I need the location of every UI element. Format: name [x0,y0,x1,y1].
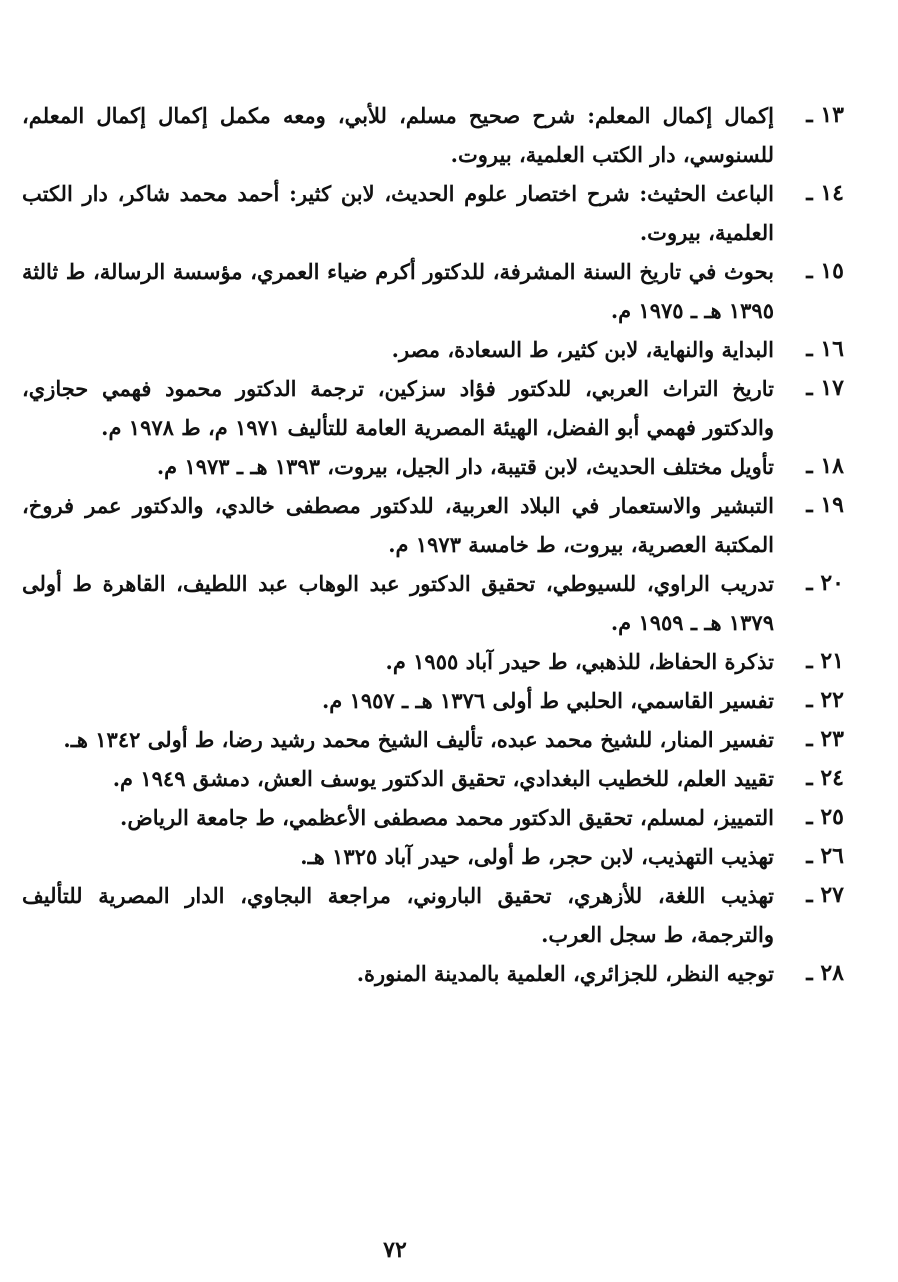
entry-number: ١٧ ـ [806,375,844,401]
bibliography-list [22,96,844,993]
bibliography-entry [22,837,844,876]
entry-number: ٢٦ ـ [806,843,844,869]
entry-number: ٢١ ـ [806,648,844,674]
entry-text: تدريب الراوي، للسيوطي، تحقيق الدكتور عبد الوهاب عبد اللطيف، القاهرة ط أولى ١٣٧٩ هـ ـ ١٩٥٩ م. [22,571,774,635]
bibliography-entry [22,681,844,720]
entry-number: ١٥ ـ [806,258,844,284]
entry-text: التبشير والاستعمار في البلاد العربية، للدكتور مصطفى خالدي، والدكتور عمر فروخ، المكتبة العصرية، بيروت، ط خامسة ١٩٧٣ م. [22,493,774,557]
bibliography-entry [22,759,844,798]
entry-text: البداية والنهاية، لابن كثير، ط السعادة، مصر. [391,337,774,362]
bibliography-entry [22,96,844,174]
entry-number: ٢٠ ـ [806,570,844,596]
entry-text: بحوث في تاريخ السنة المشرفة، للدكتور أكرم ضياء العمري، مؤسسة الرسالة، ط ثالثة ١٣٩٥ هـ ـ ١٩٧٥ م. [22,259,774,323]
entry-number: ٢٥ ـ [806,804,844,830]
entry-text: تأويل مختلف الحديث، لابن قتيبة، دار الجيل، بيروت، ١٣٩٣ هـ ـ ١٩٧٣ م. [156,454,774,479]
entry-number: ١٤ ـ [806,180,844,206]
bibliography-entry [22,642,844,681]
page-number: ٧٢ [383,1237,407,1263]
entry-number: ٢٢ ـ [806,687,844,713]
entry-text: تهذيب اللغة، للأزهري، تحقيق الباروني، مراجعة البجاوي، الدار المصرية للتأليف والترجمة، ط سجل العرب. [22,883,774,947]
entry-number: ٢٧ ـ [806,882,844,908]
entry-text: تقييد العلم، للخطيب البغدادي، تحقيق الدكتور يوسف العش، دمشق ١٩٤٩ م. [112,766,774,791]
bibliography-entry [22,447,844,486]
entry-text: الباعث الحثيث: شرح اختصار علوم الحديث، لابن كثير: أحمد محمد شاكر، دار الكتب العلمية، بيروت. [22,181,774,245]
bibliography-entry [22,174,844,252]
entry-number: ٢٨ ـ [806,960,844,986]
bibliography-entry [22,369,844,447]
bibliography-entry [22,798,844,837]
bibliography-entry [22,720,844,759]
entry-number: ١٨ ـ [806,453,844,479]
entry-number: ١٩ ـ [806,492,844,518]
bibliography-entry [22,876,844,954]
entry-text: تهذيب التهذيب، لابن حجر، ط أولى، حيدر آباد ١٣٢٥ هـ. [300,844,774,869]
entry-number: ٢٣ ـ [806,726,844,752]
bibliography-entry [22,252,844,330]
entry-text: تاريخ التراث العربي، للدكتور فؤاد سزكين، ترجمة الدكتور محمود فهمي حجازي، والدكتور فهمي أبو الفضل، الهيئة المصرية العامة للتأليف ١٩٧١ م، ط ١٩٧٨ م. [22,376,774,440]
entry-text: توجيه النظر، للجزائري، العلمية بالمدينة المنورة. [356,961,774,986]
entry-text: التمييز، لمسلم، تحقيق الدكتور محمد مصطفى الأعظمي، ط جامعة الرياض. [120,805,774,830]
bibliography-entry [22,564,844,642]
entry-text: تفسير المنار، للشيخ محمد عبده، تأليف الشيخ محمد رشيد رضا، ط أولى ١٣٤٢ هـ. [63,727,774,752]
entry-text: تذكرة الحفاظ، للذهبي، ط حيدر آباد ١٩٥٥ م. [385,649,774,674]
entry-number: ٢٤ ـ [806,765,844,791]
bibliography-entry [22,954,844,993]
entry-number: ١٦ ـ [806,336,844,362]
entry-text: تفسير القاسمي، الحلبي ط أولى ١٣٧٦ هـ ـ ١٩٥٧ م. [321,688,774,713]
bibliography-entry [22,330,844,369]
entry-number: ١٣ ـ [806,102,844,128]
entry-text: إكمال إكمال المعلم: شرح صحيح مسلم، للأبي، ومعه مكمل إكمال إكمال المعلم، للسنوسي، دار الكتب العلمية، بيروت. [22,103,774,167]
bibliography-entry [22,486,844,564]
